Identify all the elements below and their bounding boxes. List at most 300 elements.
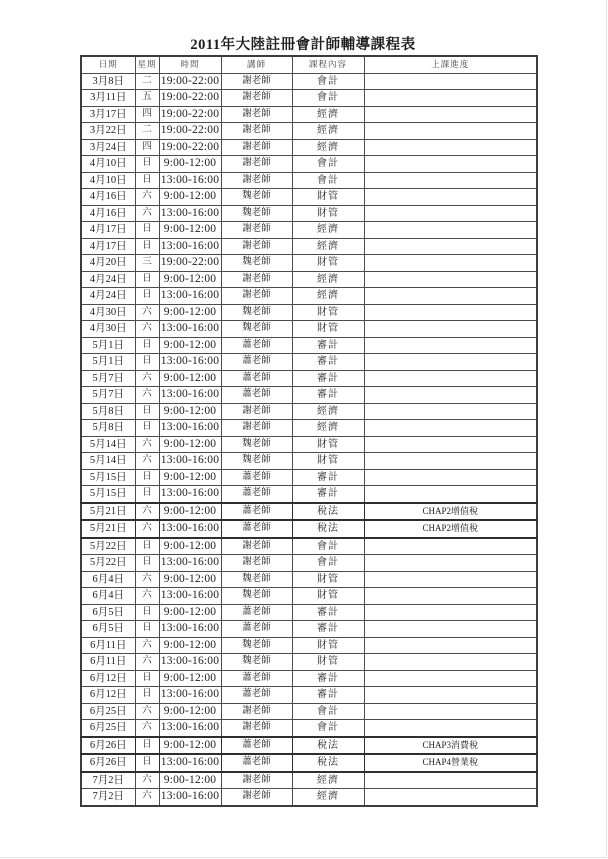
table-row [81,453,537,470]
cell-weekday: 三 [135,255,159,272]
table-row [81,604,537,621]
cell-weekday: 日 [135,172,159,189]
cell-time: 13:00-16:00 [159,205,221,222]
cell-progress [364,720,537,737]
cell-progress [364,420,537,437]
header-course: 課程內容 [292,56,364,73]
cell-time: 13:00-16:00 [159,420,221,437]
cell-progress [364,453,537,470]
cell-time: 9:00-12:00 [159,737,221,755]
cell-course: 經濟 [292,222,364,239]
cell-instructor: 謝老師 [221,156,292,173]
cell-course: 財管 [292,588,364,605]
table-row [81,238,537,255]
cell-progress [364,288,537,305]
cell-progress [364,106,537,123]
cell-course: 稅法 [292,754,364,772]
cell-course: 經濟 [292,403,364,420]
cell-weekday: 六 [135,654,159,671]
cell-time: 13:00-16:00 [159,789,221,806]
cell-weekday: 六 [135,588,159,605]
cell-time: 13:00-16:00 [159,520,221,538]
cell-instructor: 蕭老師 [221,337,292,354]
cell-course: 財管 [292,571,364,588]
cell-instructor: 謝老師 [221,238,292,255]
table-row [81,571,537,588]
cell-course: 經濟 [292,106,364,123]
table-row [81,321,537,338]
cell-date: 3月22日 [81,123,135,140]
cell-instructor: 蕭老師 [221,486,292,503]
cell-instructor: 魏老師 [221,255,292,272]
cell-time: 9:00-12:00 [159,772,221,789]
cell-time: 9:00-12:00 [159,503,221,521]
cell-weekday: 四 [135,139,159,156]
cell-course: 稅法 [292,737,364,755]
cell-weekday: 六 [135,453,159,470]
cell-weekday: 六 [135,571,159,588]
cell-progress [364,387,537,404]
cell-instructor: 謝老師 [221,420,292,437]
cell-progress [364,403,537,420]
cell-time: 13:00-16:00 [159,238,221,255]
cell-time: 13:00-16:00 [159,172,221,189]
cell-instructor: 蕭老師 [221,621,292,638]
table-row [81,337,537,354]
cell-instructor: 謝老師 [221,789,292,806]
cell-progress: CHAP4營業稅 [364,754,537,772]
cell-progress [364,703,537,720]
cell-weekday: 六 [135,321,159,338]
cell-progress [364,670,537,687]
cell-time: 9:00-12:00 [159,637,221,654]
cell-course: 審計 [292,604,364,621]
cell-progress [364,205,537,222]
cell-course: 審計 [292,354,364,371]
cell-date: 6月26日 [81,737,135,755]
cell-weekday: 六 [135,189,159,206]
cell-course: 會計 [292,538,364,555]
cell-time: 13:00-16:00 [159,321,221,338]
cell-course: 會計 [292,555,364,572]
cell-instructor: 魏老師 [221,304,292,321]
cell-date: 5月15日 [81,469,135,486]
cell-weekday: 日 [135,737,159,755]
cell-instructor: 謝老師 [221,172,292,189]
table-row [81,621,537,638]
table-row [81,172,537,189]
table-row [81,754,537,772]
cell-course: 審計 [292,370,364,387]
cell-course: 財管 [292,637,364,654]
cell-instructor: 魏老師 [221,637,292,654]
cell-date: 3月8日 [81,73,135,90]
cell-instructor: 謝老師 [221,139,292,156]
cell-weekday: 六 [135,436,159,453]
table-row [81,205,537,222]
cell-time: 9:00-12:00 [159,156,221,173]
cell-course: 審計 [292,486,364,503]
cell-weekday: 日 [135,687,159,704]
cell-weekday: 六 [135,370,159,387]
cell-course: 經濟 [292,123,364,140]
cell-course: 經濟 [292,420,364,437]
cell-course: 經濟 [292,288,364,305]
cell-weekday: 六 [135,387,159,404]
cell-instructor: 謝老師 [221,123,292,140]
cell-progress [364,321,537,338]
cell-weekday: 六 [135,520,159,538]
cell-course: 審計 [292,687,364,704]
cell-date: 6月5日 [81,604,135,621]
cell-date: 7月2日 [81,772,135,789]
cell-progress [364,255,537,272]
table-row [81,403,537,420]
cell-time: 19:00-22:00 [159,123,221,140]
cell-time: 13:00-16:00 [159,453,221,470]
cell-instructor: 謝老師 [221,772,292,789]
cell-time: 13:00-16:00 [159,354,221,371]
cell-weekday: 六 [135,503,159,521]
cell-instructor: 謝老師 [221,90,292,107]
cell-weekday: 日 [135,238,159,255]
cell-date: 4月24日 [81,271,135,288]
cell-instructor: 謝老師 [221,222,292,239]
cell-progress [364,337,537,354]
cell-instructor: 蕭老師 [221,604,292,621]
cell-time: 13:00-16:00 [159,387,221,404]
cell-progress [364,604,537,621]
cell-course: 審計 [292,387,364,404]
cell-progress [364,123,537,140]
cell-progress [364,789,537,806]
cell-date: 5月21日 [81,520,135,538]
cell-instructor: 謝老師 [221,288,292,305]
cell-time: 19:00-22:00 [159,73,221,90]
cell-weekday: 二 [135,123,159,140]
cell-instructor: 魏老師 [221,189,292,206]
cell-course: 財管 [292,255,364,272]
cell-date: 5月22日 [81,538,135,555]
cell-instructor: 魏老師 [221,654,292,671]
cell-time: 19:00-22:00 [159,255,221,272]
cell-instructor: 蕭老師 [221,670,292,687]
cell-progress [364,571,537,588]
table-row [81,772,537,789]
cell-time: 9:00-12:00 [159,222,221,239]
cell-date: 3月11日 [81,90,135,107]
table-row [81,520,537,538]
cell-date: 5月14日 [81,436,135,453]
cell-date: 6月11日 [81,654,135,671]
cell-instructor: 蕭老師 [221,354,292,371]
cell-time: 13:00-16:00 [159,588,221,605]
cell-progress [364,654,537,671]
cell-instructor: 蕭老師 [221,387,292,404]
cell-time: 9:00-12:00 [159,469,221,486]
cell-date: 6月26日 [81,754,135,772]
cell-time: 13:00-16:00 [159,621,221,638]
header-time: 時間 [159,56,221,73]
table-header-row [81,56,537,73]
cell-date: 6月12日 [81,670,135,687]
cell-date: 4月17日 [81,238,135,255]
cell-weekday: 六 [135,703,159,720]
table-row [81,588,537,605]
cell-progress [364,469,537,486]
table-row [81,737,537,755]
cell-time: 9:00-12:00 [159,370,221,387]
cell-progress [364,555,537,572]
table-row [81,288,537,305]
cell-course: 稅法 [292,503,364,521]
cell-date: 6月12日 [81,687,135,704]
table-row [81,670,537,687]
cell-course: 會計 [292,156,364,173]
table-row [81,123,537,140]
cell-course: 經濟 [292,789,364,806]
cell-time: 9:00-12:00 [159,436,221,453]
cell-instructor: 謝老師 [221,555,292,572]
cell-time: 9:00-12:00 [159,670,221,687]
cell-course: 經濟 [292,772,364,789]
table-row [81,654,537,671]
cell-course: 會計 [292,703,364,720]
cell-date: 4月10日 [81,172,135,189]
cell-progress [364,189,537,206]
cell-course: 財管 [292,654,364,671]
table-row [81,637,537,654]
cell-weekday: 日 [135,403,159,420]
cell-course: 審計 [292,337,364,354]
cell-progress [364,222,537,239]
cell-date: 4月30日 [81,304,135,321]
table-row [81,354,537,371]
cell-time: 9:00-12:00 [159,271,221,288]
cell-instructor: 蕭老師 [221,370,292,387]
cell-instructor: 謝老師 [221,73,292,90]
cell-course: 財管 [292,321,364,338]
cell-instructor: 謝老師 [221,720,292,737]
cell-date: 6月11日 [81,637,135,654]
cell-weekday: 四 [135,106,159,123]
table-row [81,222,537,239]
cell-course: 財管 [292,189,364,206]
cell-progress [364,90,537,107]
cell-date: 4月16日 [81,189,135,206]
cell-progress: CHAP2增值稅 [364,520,537,538]
cell-course: 經濟 [292,139,364,156]
cell-progress [364,354,537,371]
cell-date: 4月10日 [81,156,135,173]
cell-progress [364,271,537,288]
table-row [81,255,537,272]
cell-time: 13:00-16:00 [159,720,221,737]
table-row [81,139,537,156]
cell-course: 經濟 [292,271,364,288]
cell-course: 會計 [292,90,364,107]
cell-course: 審計 [292,621,364,638]
cell-date: 4月30日 [81,321,135,338]
cell-time: 9:00-12:00 [159,189,221,206]
header-instructor: 講師 [221,56,292,73]
table-row [81,486,537,503]
cell-progress [364,538,537,555]
cell-time: 9:00-12:00 [159,337,221,354]
cell-date: 6月25日 [81,720,135,737]
cell-weekday: 六 [135,637,159,654]
cell-date: 5月1日 [81,337,135,354]
cell-instructor: 蕭老師 [221,503,292,521]
cell-weekday: 日 [135,670,159,687]
cell-instructor: 魏老師 [221,205,292,222]
table-row [81,703,537,720]
cell-course: 財管 [292,453,364,470]
cell-time: 9:00-12:00 [159,304,221,321]
table-row [81,503,537,521]
cell-weekday: 日 [135,222,159,239]
cell-date: 6月4日 [81,588,135,605]
table-row [81,789,537,806]
cell-instructor: 謝老師 [221,703,292,720]
cell-date: 5月21日 [81,503,135,521]
cell-course: 會計 [292,720,364,737]
cell-instructor: 魏老師 [221,436,292,453]
cell-instructor: 謝老師 [221,271,292,288]
cell-progress [364,172,537,189]
cell-date: 3月24日 [81,139,135,156]
cell-time: 9:00-12:00 [159,571,221,588]
cell-course: 經濟 [292,238,364,255]
cell-date: 5月8日 [81,420,135,437]
cell-course: 稅法 [292,520,364,538]
cell-time: 9:00-12:00 [159,604,221,621]
cell-course: 會計 [292,172,364,189]
cell-instructor: 蕭老師 [221,520,292,538]
table-row [81,436,537,453]
table-row [81,156,537,173]
cell-time: 13:00-16:00 [159,486,221,503]
cell-date: 3月17日 [81,106,135,123]
cell-instructor: 蕭老師 [221,687,292,704]
cell-weekday: 五 [135,90,159,107]
table-row [81,420,537,437]
table-row [81,555,537,572]
cell-date: 6月4日 [81,571,135,588]
cell-progress [364,139,537,156]
cell-weekday: 日 [135,538,159,555]
cell-weekday: 六 [135,205,159,222]
cell-instructor: 魏老師 [221,321,292,338]
cell-date: 5月7日 [81,387,135,404]
cell-weekday: 六 [135,304,159,321]
cell-weekday: 日 [135,469,159,486]
cell-date: 5月1日 [81,354,135,371]
cell-progress [364,687,537,704]
cell-instructor: 蕭老師 [221,469,292,486]
cell-course: 審計 [292,469,364,486]
table-row [81,538,537,555]
cell-date: 5月15日 [81,486,135,503]
cell-weekday: 日 [135,555,159,572]
cell-instructor: 魏老師 [221,571,292,588]
cell-course: 財管 [292,304,364,321]
cell-progress [364,588,537,605]
cell-progress [364,772,537,789]
cell-weekday: 日 [135,288,159,305]
table-row [81,469,537,486]
cell-time: 13:00-16:00 [159,654,221,671]
cell-instructor: 謝老師 [221,106,292,123]
cell-date: 4月17日 [81,222,135,239]
cell-time: 13:00-16:00 [159,754,221,772]
cell-progress [364,238,537,255]
cell-date: 4月16日 [81,205,135,222]
table-body [81,73,537,806]
cell-date: 5月22日 [81,555,135,572]
cell-instructor: 謝老師 [221,538,292,555]
cell-weekday: 日 [135,604,159,621]
cell-date: 4月20日 [81,255,135,272]
cell-progress [364,73,537,90]
cell-date: 6月25日 [81,703,135,720]
cell-time: 9:00-12:00 [159,538,221,555]
cell-instructor: 謝老師 [221,403,292,420]
header-weekday: 星期 [135,56,159,73]
cell-time: 9:00-12:00 [159,703,221,720]
cell-time: 9:00-12:00 [159,403,221,420]
cell-course: 財管 [292,205,364,222]
cell-date: 5月14日 [81,453,135,470]
table-row [81,106,537,123]
cell-progress [364,304,537,321]
table-row [81,271,537,288]
cell-weekday: 日 [135,486,159,503]
cell-progress [364,621,537,638]
cell-date: 7月2日 [81,789,135,806]
cell-weekday: 日 [135,337,159,354]
cell-weekday: 日 [135,420,159,437]
cell-weekday: 二 [135,73,159,90]
table-row [81,370,537,387]
header-progress: 上課進度 [364,56,537,73]
course-schedule-table [80,55,538,807]
cell-instructor: 魏老師 [221,588,292,605]
cell-weekday: 日 [135,271,159,288]
cell-weekday: 六 [135,772,159,789]
cell-weekday: 日 [135,621,159,638]
cell-time: 19:00-22:00 [159,106,221,123]
cell-progress [364,156,537,173]
cell-instructor: 魏老師 [221,453,292,470]
cell-date: 4月24日 [81,288,135,305]
cell-weekday: 六 [135,720,159,737]
cell-date: 6月5日 [81,621,135,638]
header-date: 日期 [81,56,135,73]
cell-time: 13:00-16:00 [159,687,221,704]
table-row [81,720,537,737]
cell-instructor: 蕭老師 [221,737,292,755]
table-row [81,387,537,404]
cell-progress [364,486,537,503]
cell-weekday: 日 [135,754,159,772]
cell-time: 13:00-16:00 [159,555,221,572]
cell-date: 5月7日 [81,370,135,387]
cell-progress [364,637,537,654]
cell-course: 審計 [292,670,364,687]
cell-date: 5月8日 [81,403,135,420]
table-row [81,687,537,704]
